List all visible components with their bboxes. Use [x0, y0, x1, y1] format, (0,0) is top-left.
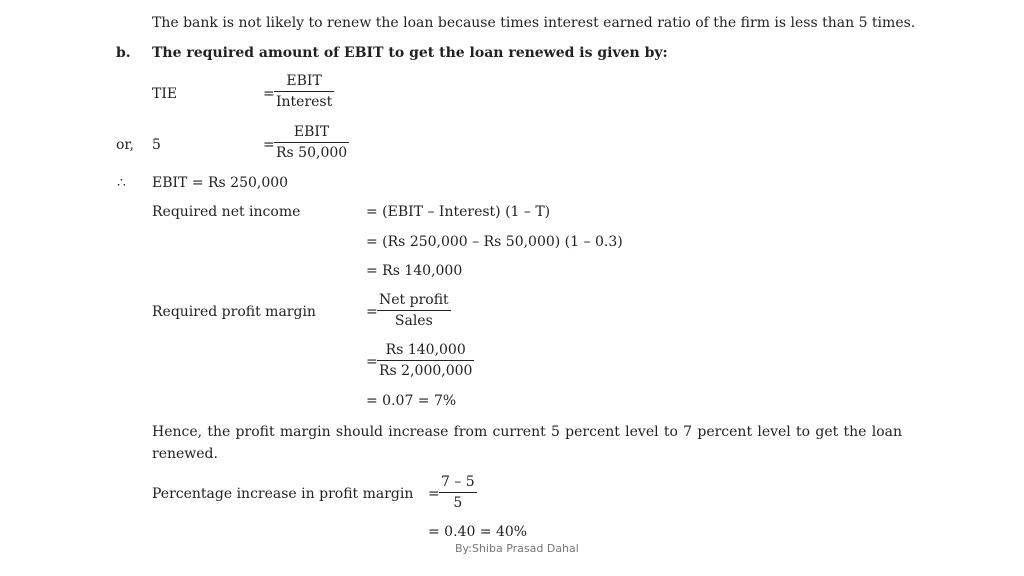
author-footer: By:Shiba Prasad Dahal: [455, 542, 579, 555]
percentage-increase-label: Percentage increase in profit margin: [152, 486, 414, 502]
profit-margin-result: = 0.07 = 7%: [366, 393, 457, 409]
net-income-label: Required net income: [152, 204, 301, 220]
tie-substitution-fraction: [274, 125, 349, 160]
profit-margin-fraction-2-denominator: Rs 2,000,000: [379, 363, 473, 379]
conclusion-paragraph: Hence, the profit margin should increase from current 5 percent level to 7 percent level to get the loan renewed.: [152, 424, 902, 462]
tie-value: 5: [152, 137, 161, 153]
percentage-increase-numerator: 7 – 5: [439, 475, 477, 493]
profit-margin-equals-1: =: [366, 304, 378, 320]
profit-margin-label: Required profit margin: [152, 304, 316, 320]
tie-fraction: [274, 74, 334, 109]
tie-denominator: Interest: [276, 94, 333, 110]
tie-equals: =: [263, 86, 275, 102]
percentage-increase-result: = 0.40 = 40%: [428, 524, 528, 540]
part-b-heading: The required amount of EBIT to get the loan renewed is given by:: [152, 45, 668, 61]
profit-margin-equals-2: =: [366, 354, 378, 370]
percentage-increase-equals: =: [428, 486, 440, 502]
profit-margin-fraction-1: [377, 293, 451, 328]
tie-substitution-denominator: Rs 50,000: [276, 145, 348, 161]
therefore-symbol: ∴: [117, 175, 126, 191]
percentage-increase-fraction: [439, 475, 477, 510]
net-income-line-3: = Rs 140,000: [366, 263, 463, 279]
profit-margin-fraction-1-numerator: Net profit: [377, 293, 451, 311]
profit-margin-fraction-2: [377, 343, 474, 378]
tie-numerator: EBIT: [274, 74, 334, 92]
net-income-line-2: = (Rs 250,000 – Rs 50,000) (1 – 0.3): [366, 234, 623, 250]
profit-margin-fraction-1-denominator: Sales: [394, 313, 433, 329]
net-income-line-1: = (EBIT – Interest) (1 – T): [366, 204, 551, 220]
tie-substitution-numerator: EBIT: [274, 125, 349, 143]
ebit-result: EBIT = Rs 250,000: [152, 175, 289, 191]
percentage-increase-denominator: 5: [453, 495, 463, 511]
profit-margin-fraction-2-numerator: Rs 140,000: [377, 343, 474, 361]
tie-label: TIE: [152, 86, 178, 102]
tie-substitution-equals: =: [263, 137, 275, 153]
intro-sentence: The bank is not likely to renew the loan because times interest earned ratio of the firm is less than 5 times.: [152, 15, 916, 31]
or-prefix: or,: [116, 137, 135, 153]
part-b-marker: b.: [116, 45, 131, 61]
